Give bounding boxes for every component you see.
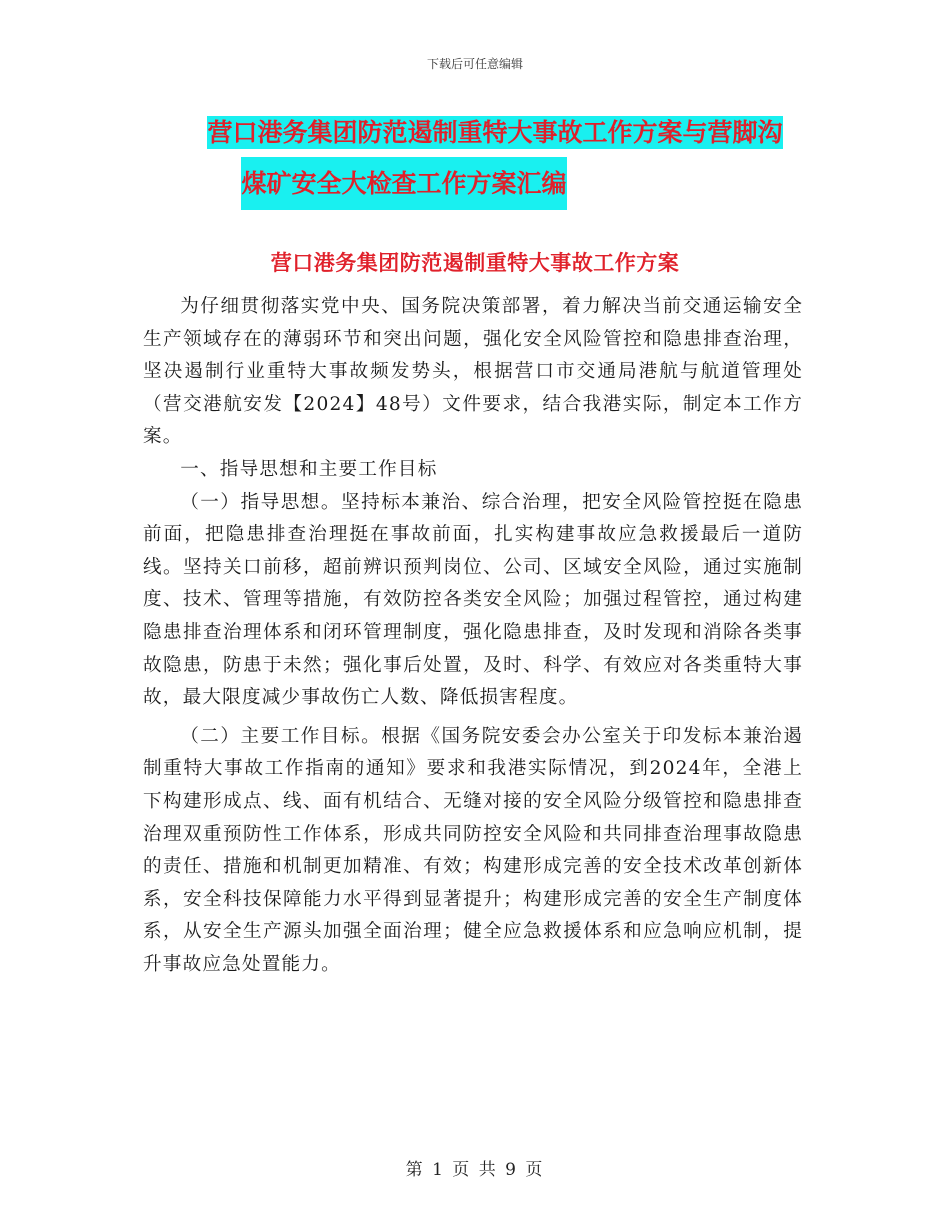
paragraph-main-goals: （二）主要工作目标。根据《国务院安委会办公室关于印发标本兼治遏制重特大事故工作指南的通知》要求和我港实际情况，到2024年，全港上下构建形成点、线、面有机结合、无缝对接的安全风险分级管控和隐患排查治理双重预防性工作体系，形成共同防控安全风险和共同排查治理事故隐患的责任、措施和机制更加精准、有效；构建形成完善的安全技术改革创新体系，安全科技保障能力水平得到显著提升；构建形成完善的安全生产制度体系，从安全生产源头加强全面治理；健全应急救援体系和应急响应机制，提升事故应急处置能力。 [143, 725, 803, 975]
paragraph-guiding-ideology: （一）指导思想。坚持标本兼治、综合治理，把安全风险管控挺在隐患前面，把隐患排查治理挺在事故前面，扎实构建事故应急救援最后一道防线。坚持关口前移，超前辨识预判岗位、公司、区域安全风险，通过实施制度、技术、管理等措施，有效防控各类安全风险；加强过程管控，通过构建隐患排查治理体系和闭环管理制度，强化隐患排查，及时发现和消除各类事故隐患，防患于未然；强化事后处置，及时、科学、有效应对各类重特大事故，最大限度减少事故伤亡人数、降低损害程度。 [143, 491, 803, 709]
main-title-line-2: 煤矿安全大检查工作方案汇编 [241, 157, 566, 210]
page-header-note: 下载后可任意编辑 [426, 57, 523, 71]
paragraph-intro: 为仔细贯彻落实党中央、国务院决策部署，着力解决当前交通运输安全生产领域存在的薄弱环节和突出问题，强化安全风险管控和隐患排查治理，坚决遏制行业重特大事故频发势头，根据营口市交通局港航与航道管理处（营交港航安发【2024】48号）文件要求，结合我港实际，制定本工作方案。 [143, 296, 803, 448]
main-title-line-1: 营口港务集团防范遏制重特大事故工作方案与营脚沟 [207, 118, 783, 147]
paragraph-heading-1: 一、指导思想和主要工作目标 [180, 458, 438, 480]
section-title: 营口港务集团防范遏制重特大事故工作方案 [270, 251, 680, 275]
page-number: 第 1 页 共 9 页 [405, 1160, 545, 1180]
document-main-title [0, 108, 950, 210]
document-body [143, 291, 803, 981]
